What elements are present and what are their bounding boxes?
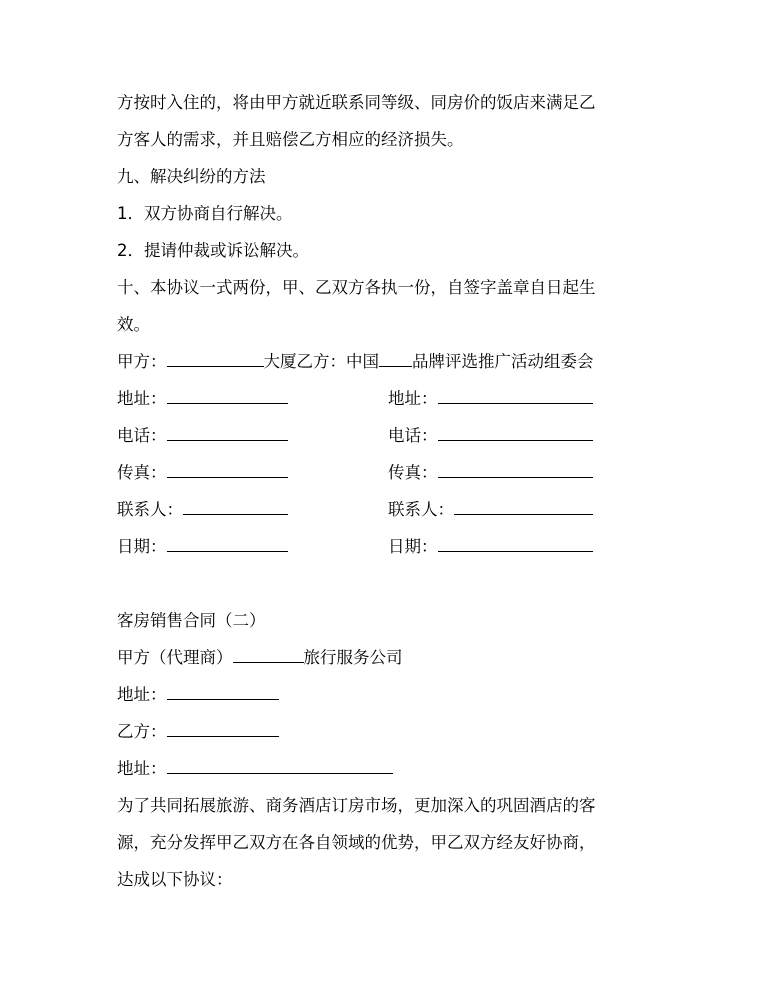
party-a-contact-field [117, 500, 288, 520]
party-a-phone-field [117, 426, 288, 446]
address-label: 地址： [117, 389, 167, 408]
fill-blank [167, 759, 393, 774]
signature-parties-line [117, 352, 594, 372]
date-label: 日期： [117, 537, 167, 556]
paragraph-line: 方按时入住的，将由甲方就近联系同等级、同房价的饭店来满足乙 [117, 93, 596, 112]
contract-2-title: 客房销售合同（二） [117, 611, 266, 630]
party-a-fax-field [117, 463, 288, 483]
party-b-date-field [388, 537, 593, 557]
contract-2-address-b-field [117, 759, 393, 779]
contract-2-intro-line: 达成以下协议： [117, 870, 233, 889]
fill-blank [167, 685, 279, 700]
fill-blank [438, 463, 593, 478]
party-a-date-field [117, 537, 288, 557]
party-b-fax-field [388, 463, 593, 483]
party-b-suffix: 品牌评选推广活动组委会 [412, 352, 594, 371]
phone-label: 电话： [117, 426, 167, 445]
fill-blank [233, 648, 304, 663]
fill-blank [454, 500, 593, 515]
contract-2-party-b-field [117, 722, 279, 742]
party-b-label: 乙方： [117, 722, 167, 741]
contact-label: 联系人： [117, 500, 183, 519]
fill-blank [167, 722, 279, 737]
section-10-line-2: 效。 [117, 315, 150, 334]
paragraph-line: 方客人的需求，并且赔偿乙方相应的经济损失。 [117, 130, 464, 149]
section-10-line-1: 十、本协议一式两份，甲、乙双方各执一份，自签字盖章自日起生 [117, 278, 596, 297]
party-b-phone-field [388, 426, 593, 446]
contract-2-address-a-field [117, 685, 279, 705]
date-label: 日期： [388, 537, 438, 556]
contract-2-intro-line: 源，充分发挥甲乙双方在各自领域的优势，甲乙双方经友好协商， [117, 833, 596, 852]
section-9-item-2: 2．提请仲裁或诉讼解决。 [117, 241, 309, 260]
party-b-name-blank [379, 352, 412, 367]
fill-blank [438, 389, 593, 404]
fill-blank [438, 537, 593, 552]
contract-2-intro-line: 为了共同拓展旅游、商务酒店订房市场，更加深入的巩固酒店的客 [117, 796, 596, 815]
contact-label: 联系人： [388, 500, 454, 519]
party-a-name-blank [167, 352, 264, 367]
fax-label: 传真： [388, 463, 438, 482]
party-a-label: 甲方（代理商） [117, 648, 233, 667]
party-a-suffix: 旅行服务公司 [303, 648, 403, 667]
phone-label: 电话： [388, 426, 438, 445]
address-label: 地址： [117, 759, 167, 778]
party-a-suffix: 大厦 [263, 352, 297, 371]
fill-blank [167, 463, 288, 478]
fill-blank [167, 426, 288, 441]
contract-2-party-a-field [117, 648, 403, 668]
address-label: 地址： [388, 389, 438, 408]
address-label: 地址： [117, 685, 167, 704]
party-a-label: 甲方： [117, 352, 167, 371]
fax-label: 传真： [117, 463, 167, 482]
party-b-address-field [388, 389, 593, 409]
section-9-item-1: 1．双方协商自行解决。 [117, 204, 293, 223]
fill-blank [167, 389, 288, 404]
fill-blank [183, 500, 288, 515]
fill-blank [167, 537, 288, 552]
party-a-address-field [117, 389, 288, 409]
party-b-label: 乙方：中国 [296, 352, 379, 371]
party-b-contact-field [388, 500, 593, 520]
section-9-heading: 九、解决纠纷的方法 [117, 167, 266, 186]
fill-blank [438, 426, 593, 441]
